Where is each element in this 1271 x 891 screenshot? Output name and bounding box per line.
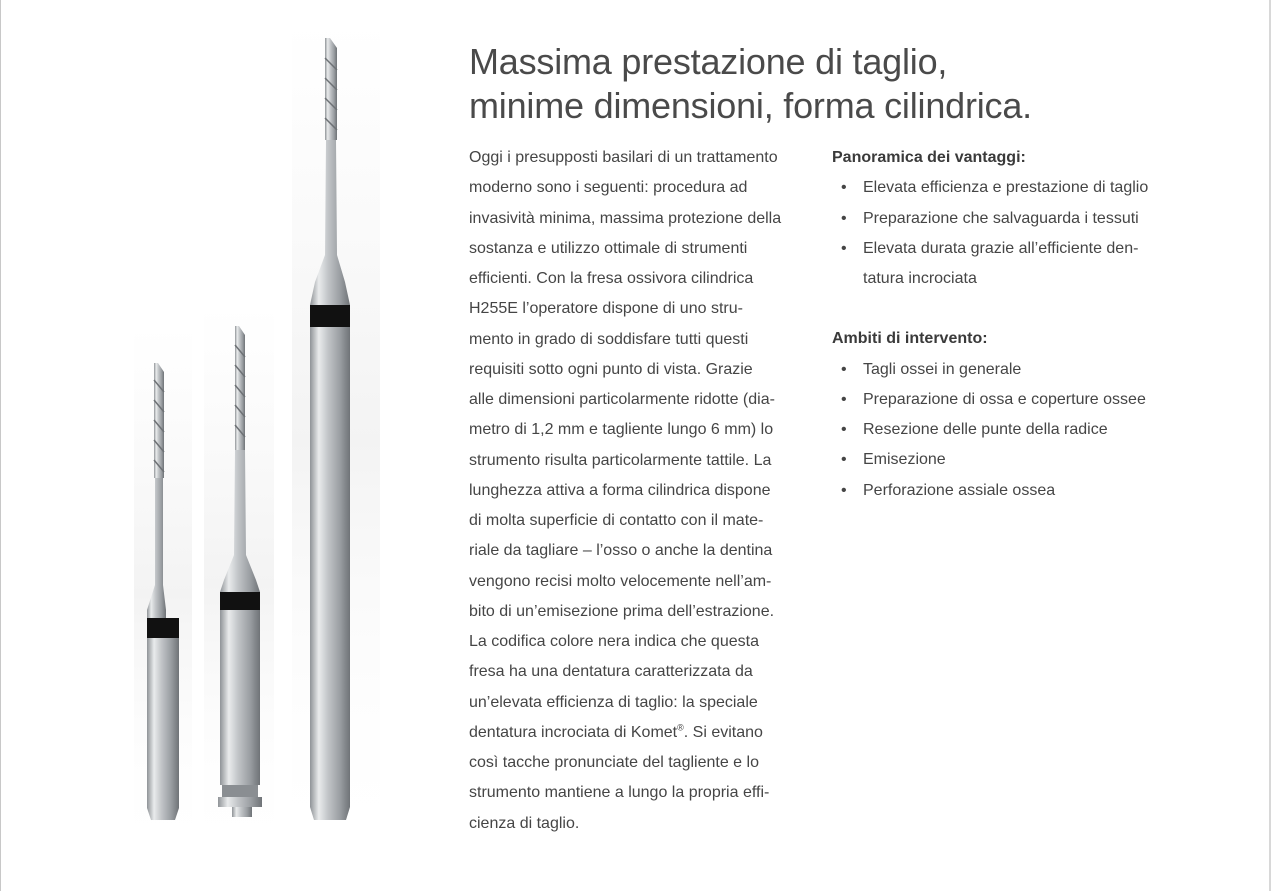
body-line: bito di un’emisezione prima dell’estrazione. — [469, 602, 775, 620]
side-column — [832, 143, 1252, 506]
list-item-text: Preparazione che salvaguarda i tessuti — [863, 209, 1139, 227]
body-line: requisiti sotto ogni punto di vista. Grazie — [469, 360, 753, 378]
body-line: così tacche pronunciate del tagliente e lo — [469, 754, 759, 771]
list-item — [832, 173, 1252, 203]
page-border-left — [0, 0, 1, 891]
body-line: H255E l’operatore dispone di uno stru- — [469, 300, 743, 318]
list-item — [832, 415, 1252, 445]
list-item-text: Resezione delle punte della radice — [863, 421, 1108, 438]
applications-list — [832, 355, 1252, 506]
body-line: alle dimensioni particolarmente ridotte (dia- — [469, 391, 775, 408]
list-item — [832, 355, 1252, 385]
advantages-heading: Panoramica dei vantaggi: — [832, 149, 1026, 166]
body-line: lunghezza attiva a forma cilindrica dispone — [469, 481, 771, 499]
list-item — [832, 445, 1252, 475]
advantages-list — [832, 173, 1252, 294]
bullet: • — [841, 390, 847, 408]
bullet: • — [841, 421, 847, 438]
list-item-text: Perforazione assiale ossea — [863, 481, 1056, 499]
bullet: • — [841, 481, 847, 499]
komet-text-after: . Si evitano — [683, 723, 763, 741]
body-line-komet — [469, 718, 814, 748]
list-item-text: Tagli ossei in generale — [863, 360, 1022, 378]
body-line: mento in grado di soddisfare tutti questi — [469, 330, 749, 348]
bullet: • — [841, 451, 847, 469]
bullet: • — [841, 239, 847, 257]
bullet: • — [841, 179, 847, 197]
body-line: Oggi i presupposti basilari di un trattamento — [469, 149, 778, 166]
list-item — [832, 385, 1252, 415]
body-paragraph — [469, 143, 814, 839]
list-item-text: Elevata efficienza e prestazione di taglio — [863, 179, 1149, 197]
body-line: moderno sono i seguenti: procedura ad — [469, 179, 748, 197]
body-line: strumento mantiene a lungo la propria effi- — [469, 784, 770, 802]
list-item — [832, 476, 1252, 506]
bullet: • — [841, 360, 847, 378]
body-line: efficienti. Con la fresa ossivora cilindrica — [469, 270, 754, 287]
list-item-text-continued: tatura incrociata — [863, 270, 977, 287]
headline-line-1: Massima prestazione di taglio, — [469, 41, 948, 82]
applications-heading: Ambiti di intervento: — [832, 330, 988, 348]
body-line: invasività minima, massima protezione della — [469, 209, 782, 227]
body-line: vengono recisi molto velocemente nell’am- — [469, 572, 772, 590]
list-item — [832, 234, 1252, 295]
page-headline — [469, 40, 1032, 128]
body-line: di molta superficie di contatto con il mate- — [469, 512, 764, 529]
bullet: • — [841, 209, 847, 227]
registered-mark: ® — [677, 722, 684, 733]
list-item — [832, 204, 1252, 234]
list-item-text: Preparazione di ossa e coperture ossee — [863, 390, 1146, 408]
body-line: sostanza e utilizzo ottimale di strumenti — [469, 239, 748, 257]
body-line: un’elevata efficienza di taglio: la speciale — [469, 693, 758, 711]
body-line: metro di 1,2 mm e tagliente lungo 6 mm) lo — [469, 421, 774, 439]
headline-line-2: minime dimensioni, forma cilindrica. — [469, 85, 1032, 126]
list-item-text: Elevata durata grazie all’efficiente den- — [863, 239, 1139, 257]
bur-instruments-illustration — [120, 20, 400, 880]
body-line: cienza di taglio. — [469, 814, 580, 832]
body-line: fresa ha una dentatura caratterizzata da — [469, 663, 753, 681]
body-line: strumento risulta particolarmente tattile. La — [469, 451, 772, 469]
body-line: La codifica colore nera indica che questa — [469, 633, 759, 650]
komet-text: dentatura incrociata di Komet — [469, 723, 678, 741]
list-item-text: Emisezione — [863, 451, 946, 469]
body-line: riale da tagliare – l’osso o anche la dentina — [469, 542, 773, 560]
